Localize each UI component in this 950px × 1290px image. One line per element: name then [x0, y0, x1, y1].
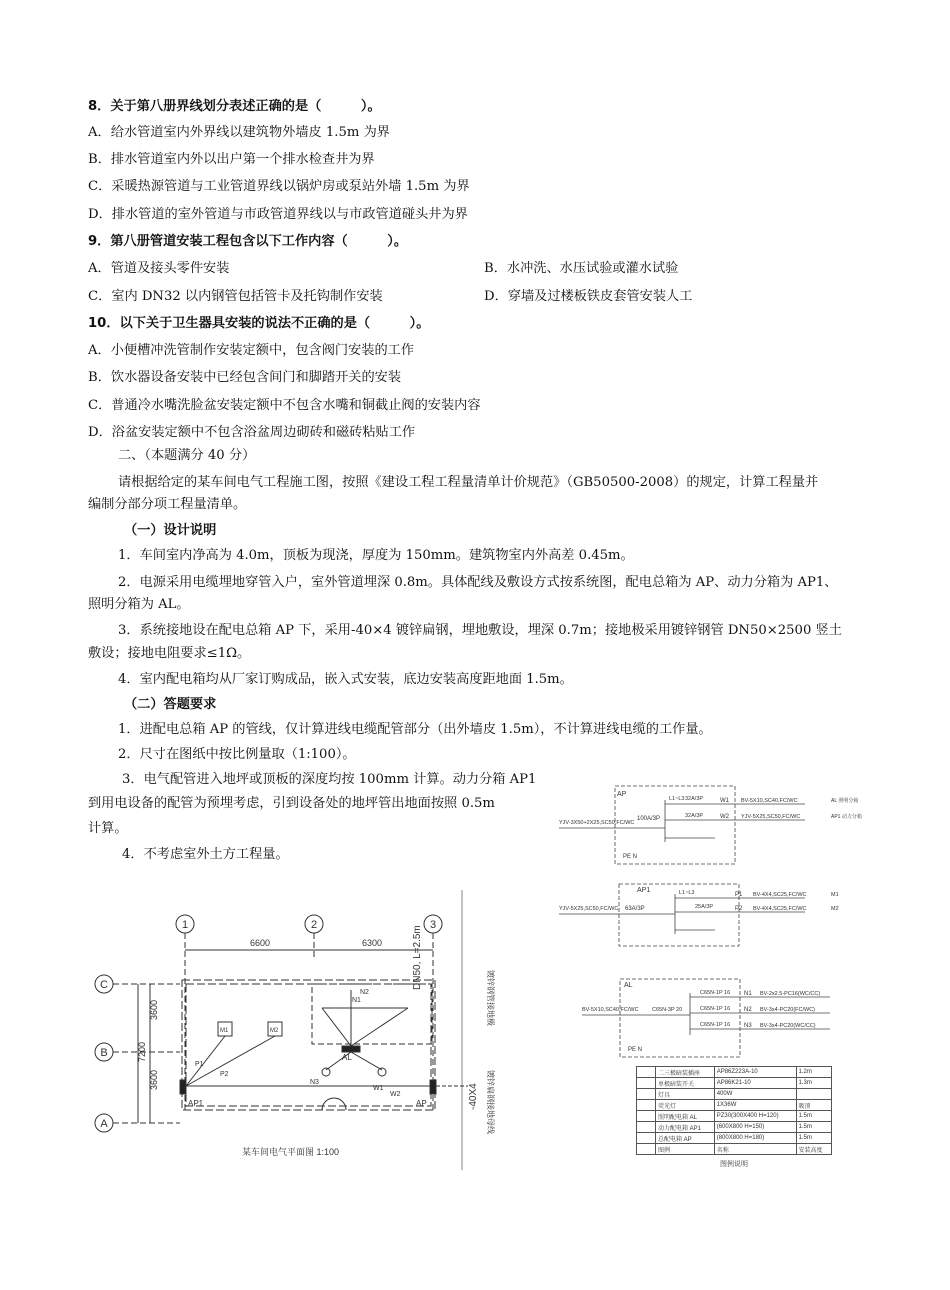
legend-cell: 吸顶 — [796, 1100, 832, 1111]
al-box-label: AL — [624, 982, 633, 989]
q9-option-b: B．水冲洗、水压试验或灌水试验 — [484, 261, 679, 276]
legend-symbol-cell — [637, 1100, 656, 1111]
al-pe: PE N — [628, 1047, 643, 1053]
legend-row — [637, 1122, 832, 1133]
ap-phase: L1~L3 — [669, 796, 685, 802]
ap-dest-1: AL 照明分箱 — [831, 798, 859, 804]
dim-7200: 7200 — [137, 1041, 147, 1062]
answer-2: 2．尺寸在图纸中按比例量取（1:100）。 — [118, 747, 356, 762]
part2-intro-1: 请根据给定的某车间电气工程施工图，按照《建设工程工程量清单计价规范》（GB50500-2008）的规定，计算工程量并 — [118, 475, 819, 490]
system-diagram-ap1 — [555, 880, 895, 950]
answer-3: 3．电气配管进入地坪或顶板的深度均按 100mm 计算。动力分箱 AP1 — [122, 772, 537, 787]
part2-intro-2: 编制分部分项工程量清单。 — [88, 497, 247, 512]
plan-side-2: DN50, L=2.5m — [412, 925, 423, 990]
legend-cell: 1.2m — [796, 1067, 832, 1078]
legend-cell: 单极暗装开关 — [656, 1078, 715, 1089]
plan-label-ap1: AP1 — [188, 1099, 204, 1108]
plan-side-3: 镀锌扁钢接地母线 — [486, 1070, 495, 1134]
legend-symbol-cell — [637, 1144, 656, 1155]
legend-cell: 总配电箱 AP — [656, 1133, 715, 1144]
axis-1: 1 — [181, 919, 189, 931]
plan-label-p1: P1 — [195, 1061, 204, 1068]
legend-row — [637, 1111, 832, 1122]
al-n2: N2 — [744, 1007, 752, 1013]
plan-label-n1: N1 — [352, 997, 361, 1004]
q9-option-a: A．管道及接头零件安装 — [88, 261, 230, 276]
al-n1: N1 — [744, 991, 752, 997]
dim-3600-bottom: 3600 — [149, 1069, 159, 1090]
al-n3: N3 — [744, 1023, 752, 1029]
q8-option-d: D．排水管道的室外管道与市政管道界线以与市政管道碰头井为界 — [88, 207, 468, 222]
answer-heading: （二）答题要求 — [124, 697, 217, 712]
plan-side-1: 镀锌钢管接地极 — [486, 970, 495, 1026]
ap1-out-2: BV-4X4,SC25,FC/WC — [753, 906, 807, 912]
al-out-2: BV-3x4-PC20(FC/WC) — [760, 1007, 816, 1013]
ap-out-1: BV-5X10,SC40,FC/WC — [741, 798, 798, 804]
legend-row — [637, 1078, 832, 1089]
legend-cell: 动力配电箱 AP1 — [656, 1122, 715, 1133]
ap-dest-2: AP1 动力分箱 — [831, 814, 862, 820]
legend-symbol-cell — [637, 1067, 656, 1078]
legend-cell: PZ30(300X400 H=120) — [714, 1111, 796, 1122]
legend-cell: AP86K21-10 — [714, 1078, 796, 1089]
legend-cell: AP86Z223A-10 — [714, 1067, 796, 1078]
part2-heading: 二、（本题满分 40 分） — [118, 448, 256, 463]
axis-2: 2 — [310, 919, 318, 931]
plan-label-w1: W1 — [373, 1085, 384, 1092]
ap1-dest-2: M2 — [831, 906, 839, 912]
legend-cell: (800X800 H=180) — [714, 1133, 796, 1144]
legend-cell: 1.5m — [796, 1122, 832, 1133]
design-3: 3．系统接地设在配电总箱 AP 下，采用-40×4 镀锌扁钢，埋地敷设，埋深 0.7m；接地极采用镀锌钢管 DN50×2500 竖土 — [118, 623, 842, 638]
plan-label-ap: AP — [416, 1099, 427, 1108]
al-out-3: BV-3x4-PC20(WC/CC) — [760, 1023, 816, 1029]
axis-b: B — [100, 1047, 108, 1059]
al-branch-1: C65N-1P 16 — [700, 990, 731, 996]
ap1-incoming: YJV-5X25,SC50,FC/WC — [559, 906, 619, 912]
plan-label-n2: N2 — [360, 989, 369, 996]
answer-3c: 计算。 — [88, 821, 128, 836]
legend-cell: 名称 — [714, 1144, 796, 1155]
ap1-box-label: AP1 — [637, 887, 651, 894]
q10-option-d: D．浴盆安装定额中不包含浴盆周边砌砖和磁砖粘贴工作 — [88, 425, 416, 440]
plan-label-w2: W2 — [390, 1091, 401, 1098]
legend-cell: 安装高度 — [796, 1144, 832, 1155]
axis-c: C — [100, 979, 108, 991]
al-out-1: BV-2x2.5-PC16(WC/CC) — [760, 991, 821, 997]
ap-pe: PE N — [623, 854, 638, 860]
dim-3600-top: 3600 — [149, 999, 159, 1020]
plan-label-al: AL — [342, 1053, 352, 1062]
legend-table-grid — [636, 1066, 832, 1155]
design-4: 4．室内配电箱均从厂家订购成品，嵌入式安装，底边安装高度距地面 1.5m。 — [118, 672, 573, 687]
dim-6600: 6600 — [250, 938, 271, 948]
legend-cell: 图例 — [656, 1144, 715, 1155]
ap-w1: W1 — [720, 798, 729, 804]
ap-branch-1: 32A/3P — [685, 796, 704, 802]
q8-option-c: C．采暖热源管道与工业管道界线以锅炉房或泵站外墙 1.5m 为界 — [88, 179, 470, 194]
design-3b: 敷设；接地电阻要求≤1Ω。 — [88, 646, 251, 661]
answer-4: 4．不考虑室外土方工程量。 — [122, 847, 289, 862]
legend-symbol-cell — [637, 1111, 656, 1122]
ap-box-label: AP — [617, 791, 627, 798]
legend-cell: 400W — [714, 1089, 796, 1100]
q9-option-d: D．穿墙及过楼板铁皮套管安装人工 — [484, 289, 693, 304]
plan-title: 某车间电气平面图 1:100 — [242, 1147, 340, 1157]
legend-row — [637, 1144, 832, 1155]
ap1-p2: P2 — [735, 906, 743, 912]
legend-caption: 图例说明 — [720, 1161, 748, 1168]
system-diagram-al — [580, 975, 900, 1060]
legend-symbol-cell — [637, 1133, 656, 1144]
ap1-branch: 25A/3P — [695, 904, 714, 910]
ap1-main-breaker: 63A/3P — [625, 906, 645, 912]
legend-row — [637, 1133, 832, 1144]
ap1-out-1: BV-4X4,SC25,FC/WC — [753, 892, 807, 898]
design-heading: （一）设计说明 — [124, 523, 217, 538]
legend-cell: 1X36W — [714, 1100, 796, 1111]
plan-label-n3: N3 — [310, 1079, 319, 1086]
legend-symbol-cell — [637, 1089, 656, 1100]
al-main-breaker: C65N-3P 20 — [652, 1007, 683, 1013]
legend-cell: 1.3m — [796, 1078, 832, 1089]
ap-branch-2: 32A/3P — [685, 813, 704, 819]
answer-3b: 到用电设备的配管为预埋考虑，引到设备处的地坪管出地面按照 0.5m — [88, 796, 495, 811]
legend-cell: 二三极暗装插座 — [656, 1067, 715, 1078]
ap-main-breaker: 100A/3P — [637, 816, 661, 822]
legend-cell: 照明配电箱 AL — [656, 1111, 715, 1122]
design-2: 2．电源采用电缆埋地穿管入户，室外管道埋深 0.8m。具体配线及敷设方式按系统图，配电总箱为 AP、动力分箱为 AP1、 — [118, 575, 838, 590]
q10-option-b: B．饮水器设备安装中已经包含间门和脚踏开关的安装 — [88, 370, 402, 385]
q10-stem: 10．以下关于卫生器具安装的说法不正确的是（ ）。 — [88, 316, 430, 331]
dim-6300: 6300 — [362, 938, 383, 948]
al-branch-2: C65N-1P 16 — [700, 1006, 731, 1012]
q9-stem: 9．第八册管道安装工程包含以下工作内容（ ）。 — [88, 234, 408, 249]
ap-out-2: YJV-5X25,SC50,FC/WC — [741, 814, 801, 820]
ap1-phase: L1~L3 — [679, 890, 695, 896]
plan-label-m2: M2 — [270, 1028, 279, 1034]
q10-option-c: C．普通冷水嘴洗脸盆安装定额中不包含水嘴和铜截止阀的安装内容 — [88, 398, 481, 413]
q8-stem: 8．关于第八册界线划分表述正确的是（ ）。 — [88, 99, 381, 114]
q9-option-c: C．室内 DN32 以内钢管包括管卡及托钩制作安装 — [88, 289, 383, 304]
legend-row — [637, 1100, 832, 1111]
design-1: 1．车间室内净高为 4.0m，顶板为现浇，厚度为 150mm。建筑物室内外高差 0.45m。 — [118, 548, 634, 563]
legend-cell: (600X800 H=150) — [714, 1122, 796, 1133]
legend-symbol-cell — [637, 1122, 656, 1133]
legend-cell: 1.5m — [796, 1133, 832, 1144]
legend-cell: 荧光灯 — [656, 1100, 715, 1111]
q8-option-b: B．排水管道室内外以出户第一个排水检查井为界 — [88, 152, 375, 167]
ap-w2: W2 — [720, 814, 729, 820]
ap-incoming: YJV-3X50+2X25,SC50,FC/WC — [559, 820, 635, 826]
ap1-p1: P1 — [735, 892, 743, 898]
answer-1: 1．进配电总箱 AP 的管线，仅计算进线电缆配管部分（出外墙皮 1.5m），不计算进线电缆的工作量。 — [118, 722, 712, 737]
legend-table — [636, 1066, 832, 1169]
legend-symbol-cell — [637, 1078, 656, 1089]
q10-option-a: A．小便槽冲洗管制作安装定额中，包含阀门安装的工作 — [88, 343, 415, 358]
design-2b: 照明分箱为 AL。 — [88, 597, 190, 612]
al-incoming: BV-5X10,SC40,FC/WC — [582, 1007, 639, 1013]
plan-label-m1: M1 — [220, 1028, 229, 1034]
system-diagram-ap — [555, 780, 895, 870]
axis-3: 3 — [429, 919, 437, 931]
legend-cell — [796, 1089, 832, 1100]
legend-row — [637, 1089, 832, 1100]
floor-plan-drawing — [90, 880, 510, 1180]
plan-label-p2: P2 — [220, 1071, 229, 1078]
legend-row — [637, 1067, 832, 1078]
legend-cell: 1.5m — [796, 1111, 832, 1122]
legend-cell: 灯具 — [656, 1089, 715, 1100]
al-branch-3: C65N-1P 16 — [700, 1022, 731, 1028]
q8-option-a: A．给水管道室内外界线以建筑物外墙皮 1.5m 为界 — [88, 125, 390, 140]
ap1-dest-1: M1 — [831, 892, 839, 898]
axis-a: A — [100, 1118, 108, 1130]
plan-side-4: -40X4 — [468, 1083, 479, 1110]
